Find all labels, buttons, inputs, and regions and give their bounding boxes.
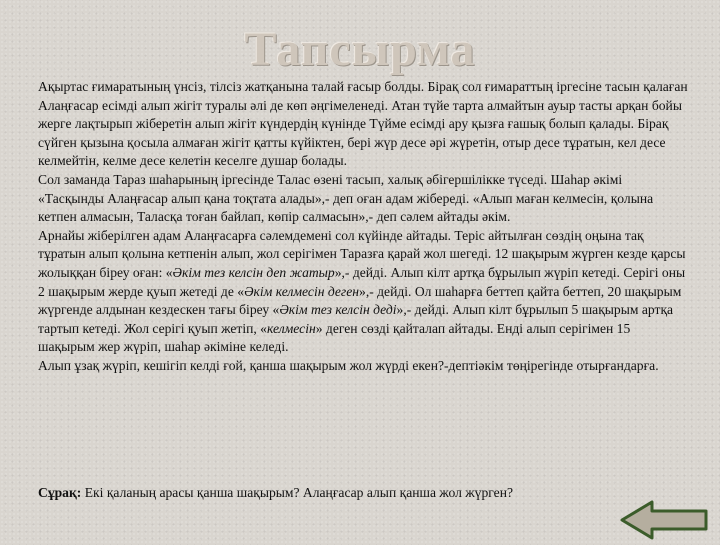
paragraph-text: Сол заманда Тараз шаһарының іргесінде Талас өзені тасып, халық әбігершілікке түседі. Шаһар әкімі «Тасқынды Алаңғасар алып қана тоқтата алады»,- деп оған адам жібереді. «Алып маған келмесін, қолына кетпен алмасын, Таласқа тоған байлап, көпір салмасын»,- деп сәлем айтады әкім. <box>38 171 654 225</box>
quote-text: Әкім келмесін деген <box>244 283 360 299</box>
paragraph <box>38 171 690 227</box>
paragraph-text: Арнайы жіберілген адам Алаңғасарға сәлемдемені сол күйінде айтады. Теріс айтылған сөздің оңына тақ тұратын алып қолына кетпенін алып, жол серігімен Таразға қарай жол шегеді. 12 шақырым жүрген кезде қарсы жолыққан біреу оған: « <box>38 227 686 280</box>
paragraph-text: »,- дейді. Алып кілт артқа бұрылып жүріп кетеді. Серігі оны 2 шақырым жерде қуып жетеді де « <box>38 264 686 299</box>
quote-text: Әкім тез келсін деп жатыр <box>172 264 335 280</box>
question-block <box>38 484 678 502</box>
back-arrow-icon <box>620 500 708 540</box>
paragraph-text: »,- дейді. Алып кілт бұрылып 5 шақырым артқа тартып кетеді. Жол серігі қуып жетіп, « <box>38 302 674 336</box>
question-label: Сұрақ: <box>38 485 82 500</box>
paragraph <box>38 357 690 376</box>
paragraph <box>38 227 690 357</box>
page-title: Тапсырма <box>244 23 476 76</box>
paragraph-text: Ақыртас ғимаратының үнсіз, тілсіз жатқанына талай ғасыр болды. Бірақ сол ғимараттың іргесіне тасын қалаған Алаңғасар есімді алып жігіт туралы әлі де көп әңгімеленеді. Атан түйе тарта алмайтын ауыр тасты арқан бойы жерге лақтырып жіберетін алып жігіт күндердің күнінде Түйме есімді ару қызға ғашық болып қалады. Бірақ сүйген қызына қосыла алмаған жігіт қатты күйіктен, бері жүр десе әрі жүретін, отыр десе тұратын, кел десе келмейтін, келме десе келетін кеселге душар болады. <box>38 79 688 169</box>
back-button[interactable] <box>620 500 708 540</box>
task-text <box>38 78 690 376</box>
question-text: Екі қаланың арасы қанша шақырым? Алаңғасар алып қанша жол жүрген? <box>81 485 514 500</box>
paragraph-text: » деген сөзді қайталап айтады. Енді алып серігімен 15 шақырым жер жүріп, шаһар әкіміне келеді. <box>38 320 631 355</box>
quote-text: Әкім тез келсін деді <box>279 302 397 318</box>
paragraph-text: »,- дейді. Ол шаһарға беттеп қайта беттеп, 20 шақырым жүргенде алдынан кездескен тағы біреу « <box>38 283 682 318</box>
paragraph-text: Алып ұзақ жүріп, кешігіп келді ғой, қанша шақырым жол жүрді екен?-дептіәкім төңірегінде отырғандарға. <box>38 357 659 373</box>
paragraph <box>38 78 690 171</box>
quote-text: келмесін <box>266 320 316 336</box>
